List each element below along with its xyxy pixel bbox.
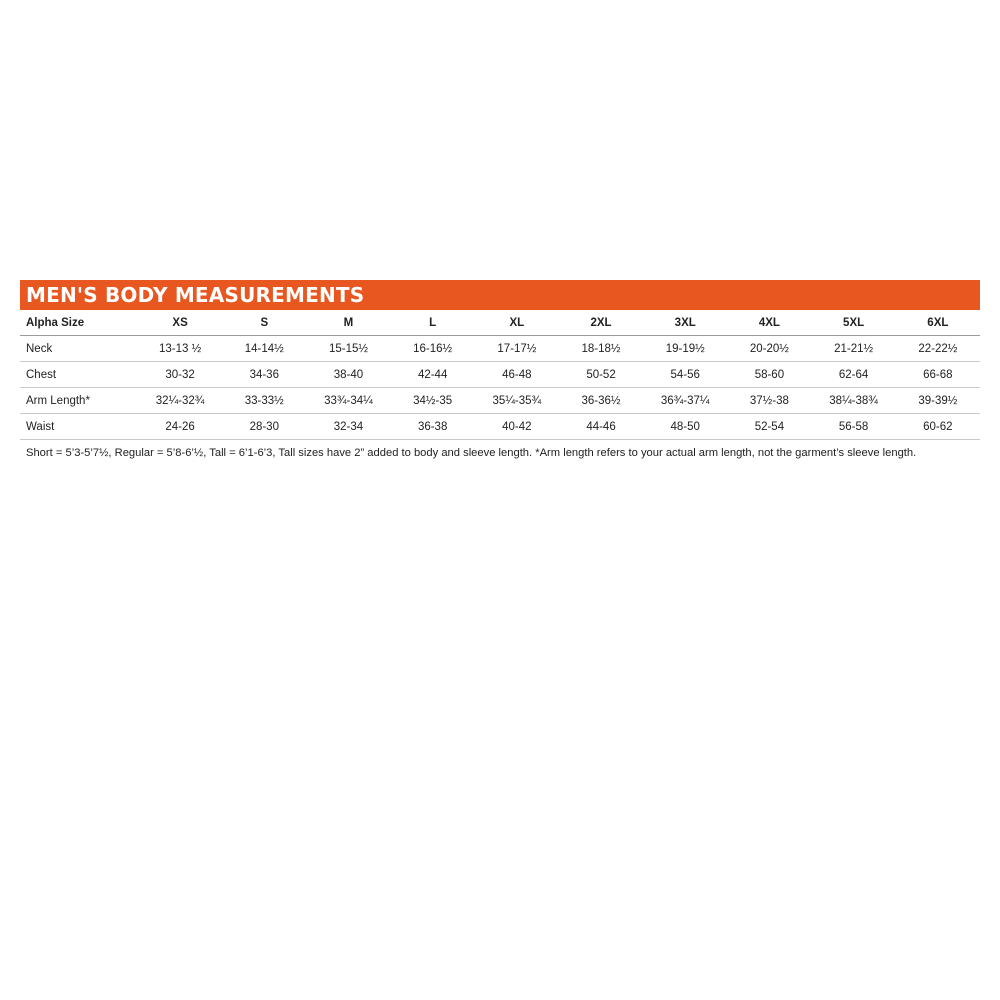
footnote: Short = 5’3-5’7½, Regular = 5’8-6’½, Tall = 6’1-6’3, Tall sizes have 2” added to body and sleeve length. *Arm length refers to your actual arm length, not the garment’s sleeve length.: [26, 447, 917, 459]
table-cell: 48-50: [643, 414, 727, 440]
table-cell: 36¾-37¼: [643, 388, 727, 414]
size-header-xl: XL: [475, 310, 559, 336]
table-cell: 14-14½: [222, 336, 306, 362]
table-cell: 56-58: [812, 414, 896, 440]
table-row-neck: [20, 336, 980, 362]
size-header-s: S: [222, 310, 306, 336]
table-cell: 32¼-32¾: [138, 388, 222, 414]
table-cell: 34½-35: [391, 388, 475, 414]
table-cell: 24-26: [138, 414, 222, 440]
table-cell: 32-34: [306, 414, 390, 440]
table-cell: 22-22½: [896, 336, 980, 362]
table-cell: 30-32: [138, 362, 222, 388]
table-cell: 17-17½: [475, 336, 559, 362]
table-cell: 35¼-35¾: [475, 388, 559, 414]
table-cell: 28-30: [222, 414, 306, 440]
table-cell: 38-40: [306, 362, 390, 388]
table-row-waist: [20, 414, 980, 440]
table-cell: 33¾-34¼: [306, 388, 390, 414]
row-label-neck: Neck: [20, 336, 138, 362]
table-cell: 66-68: [896, 362, 980, 388]
table-cell: 54-56: [643, 362, 727, 388]
table-row-chest: [20, 362, 980, 388]
size-header-6xl: 6XL: [896, 310, 980, 336]
chart-title: MEN'S BODY MEASUREMENTS: [20, 280, 980, 310]
size-header-3xl: 3XL: [643, 310, 727, 336]
size-header-2xl: 2XL: [559, 310, 643, 336]
measurements-table: [20, 310, 980, 440]
table-cell: 42-44: [391, 362, 475, 388]
row-label-arm-length: Arm Length*: [20, 388, 138, 414]
table-cell: 34-36: [222, 362, 306, 388]
table-cell: 50-52: [559, 362, 643, 388]
table-cell: 60-62: [896, 414, 980, 440]
size-header-l: L: [391, 310, 475, 336]
header-label: Alpha Size: [20, 310, 138, 336]
table-cell: 15-15½: [306, 336, 390, 362]
table-row-arm-length: [20, 388, 980, 414]
table-cell: 40-42: [475, 414, 559, 440]
table-cell: 36-38: [391, 414, 475, 440]
row-label-chest: Chest: [20, 362, 138, 388]
table-cell: 46-48: [475, 362, 559, 388]
size-header-m: M: [306, 310, 390, 336]
size-header-5xl: 5XL: [812, 310, 896, 336]
table-cell: 58-60: [727, 362, 811, 388]
table-cell: 39-39½: [896, 388, 980, 414]
table-cell: 62-64: [812, 362, 896, 388]
table-cell: 20-20½: [727, 336, 811, 362]
table-cell: 18-18½: [559, 336, 643, 362]
size-header-4xl: 4XL: [727, 310, 811, 336]
size-header-xs: XS: [138, 310, 222, 336]
table-cell: 38¼-38¾: [812, 388, 896, 414]
table-cell: 19-19½: [643, 336, 727, 362]
table-cell: 52-54: [727, 414, 811, 440]
table-cell: 16-16½: [391, 336, 475, 362]
header-row: [20, 310, 980, 336]
table-cell: 21-21½: [812, 336, 896, 362]
row-label-waist: Waist: [20, 414, 138, 440]
table-cell: 33-33½: [222, 388, 306, 414]
table-cell: 13-13 ½: [138, 336, 222, 362]
size-chart: [20, 280, 980, 459]
table-cell: 36-36½: [559, 388, 643, 414]
table-cell: 44-46: [559, 414, 643, 440]
table-cell: 37½-38: [727, 388, 811, 414]
